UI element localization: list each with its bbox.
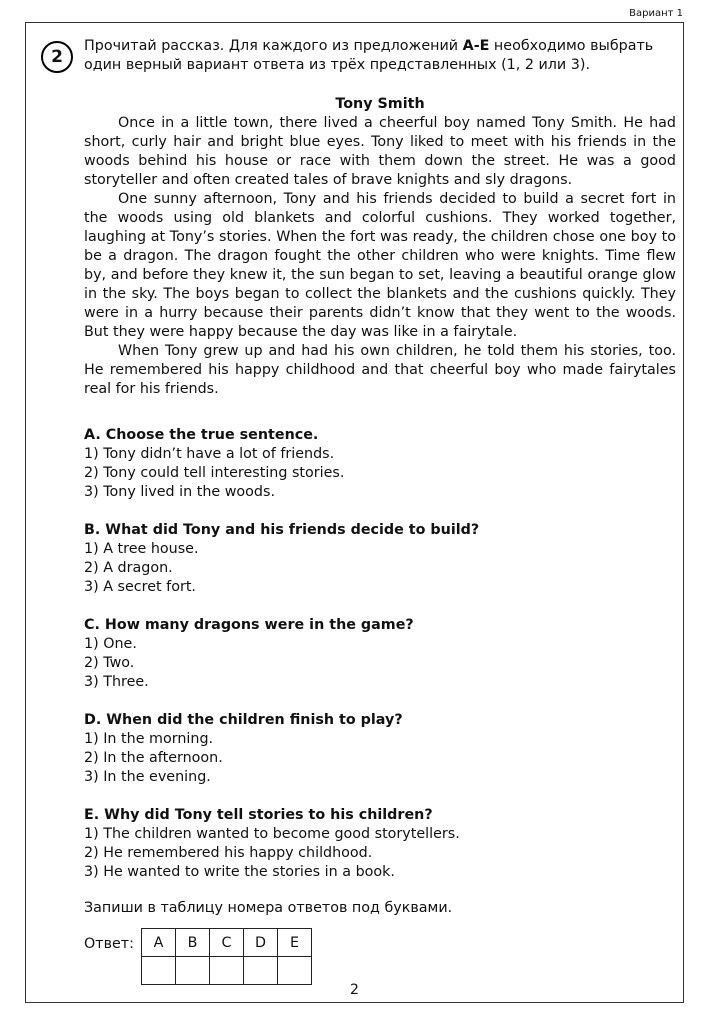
answer-option: 3) Three. [84, 674, 149, 690]
answer-option: 1) The children wanted to become good storytellers. [84, 826, 460, 842]
question-c [84, 616, 676, 692]
answer-option: 3) Tony lived in the woods. [84, 484, 275, 500]
question-e [84, 806, 676, 882]
instruction-text-1: Прочитай рассказ. Для каждого из предложений [84, 38, 463, 54]
answer-table-input-row [142, 957, 312, 985]
answer-option: 1) In the morning. [84, 731, 214, 747]
answer-option: 1) A tree house. [84, 541, 199, 557]
task-number-badge: 2 [41, 41, 73, 73]
answer-table [141, 928, 312, 985]
answer-label: Ответ: [84, 936, 134, 952]
answer-cell-b[interactable] [176, 957, 210, 985]
variant-label: Вариант 1 [629, 8, 683, 19]
story-paragraph: One sunny afternoon, Tony and his friends decided to build a secret fort in the woods using old blankets and colorful cushions. They worked together, laughing at Tony’s stories. When the fort was ready, the children chose one boy to be a dragon. The dragon fought the other children who were knights. Time flew by, and before they knew it, the sun began to set, leaving a beautiful orange glow in the sky. The boys began to collect the blankets and the cushions quickly. They were in a hurry because their parents didn’t know that they went to the woods. But they were happy because the day was like in a fairytale. [84, 191, 676, 340]
answer-letter-a: A [142, 929, 176, 957]
question-d [84, 711, 676, 787]
answer-cell-e[interactable] [278, 957, 312, 985]
story-title: Tony Smith [335, 96, 425, 112]
answer-table-header-row [142, 929, 312, 957]
story-text [84, 114, 676, 399]
answer-option: 1) One. [84, 636, 137, 652]
answer-cell-d[interactable] [244, 957, 278, 985]
answer-letter-e: E [278, 929, 312, 957]
answer-option: 2) Two. [84, 655, 135, 671]
answer-letter-b: B [176, 929, 210, 957]
answer-instruction: Запиши в таблицу номера ответов под буквами. [84, 900, 453, 916]
answer-letter-c: C [210, 929, 244, 957]
instruction-range: A-E [462, 38, 490, 54]
story-paragraph: Once in a little town, there lived a cheerful boy named Tony Smith. He had short, curly hair and bright blue eyes. Tony liked to meet with his friends in the woods behind his house or race with them down the street. He was a good storyteller and often created tales of brave knights and sly dragons. [84, 115, 676, 188]
instruction-text-2: необходимо выбрать один верный вариант ответа из трёх представленных (1, 2 или 3). [84, 38, 654, 73]
answer-letter-d: D [244, 929, 278, 957]
question-title: D. When did the children finish to play? [84, 712, 403, 728]
answer-option: 3) A secret fort. [84, 579, 196, 595]
task-instruction [84, 37, 676, 75]
answer-option: 2) Tony could tell interesting stories. [84, 465, 345, 481]
answer-option: 2) A dragon. [84, 560, 173, 576]
questions-list [84, 426, 676, 901]
question-title: E. Why did Tony tell stories to his children? [84, 807, 433, 823]
question-title: B. What did Tony and his friends decide to build? [84, 522, 480, 538]
question-b [84, 521, 676, 597]
answer-cell-c[interactable] [210, 957, 244, 985]
page-number: 2 [350, 982, 359, 998]
question-title: A. Choose the true sentence. [84, 427, 319, 443]
story-paragraph: When Tony grew up and had his own children, he told them his stories, too. He remembered his happy childhood and that cheerful boy who made fairytales real for his friends. [84, 343, 676, 397]
answer-option: 3) In the evening. [84, 769, 211, 785]
answer-option: 1) Tony didn’t have a lot of friends. [84, 446, 335, 462]
question-title: C. How many dragons were in the game? [84, 617, 414, 633]
answer-option: 2) He remembered his happy childhood. [84, 845, 373, 861]
answer-option: 3) He wanted to write the stories in a book. [84, 864, 395, 880]
question-a [84, 426, 676, 502]
answer-option: 2) In the afternoon. [84, 750, 223, 766]
answer-cell-a[interactable] [142, 957, 176, 985]
